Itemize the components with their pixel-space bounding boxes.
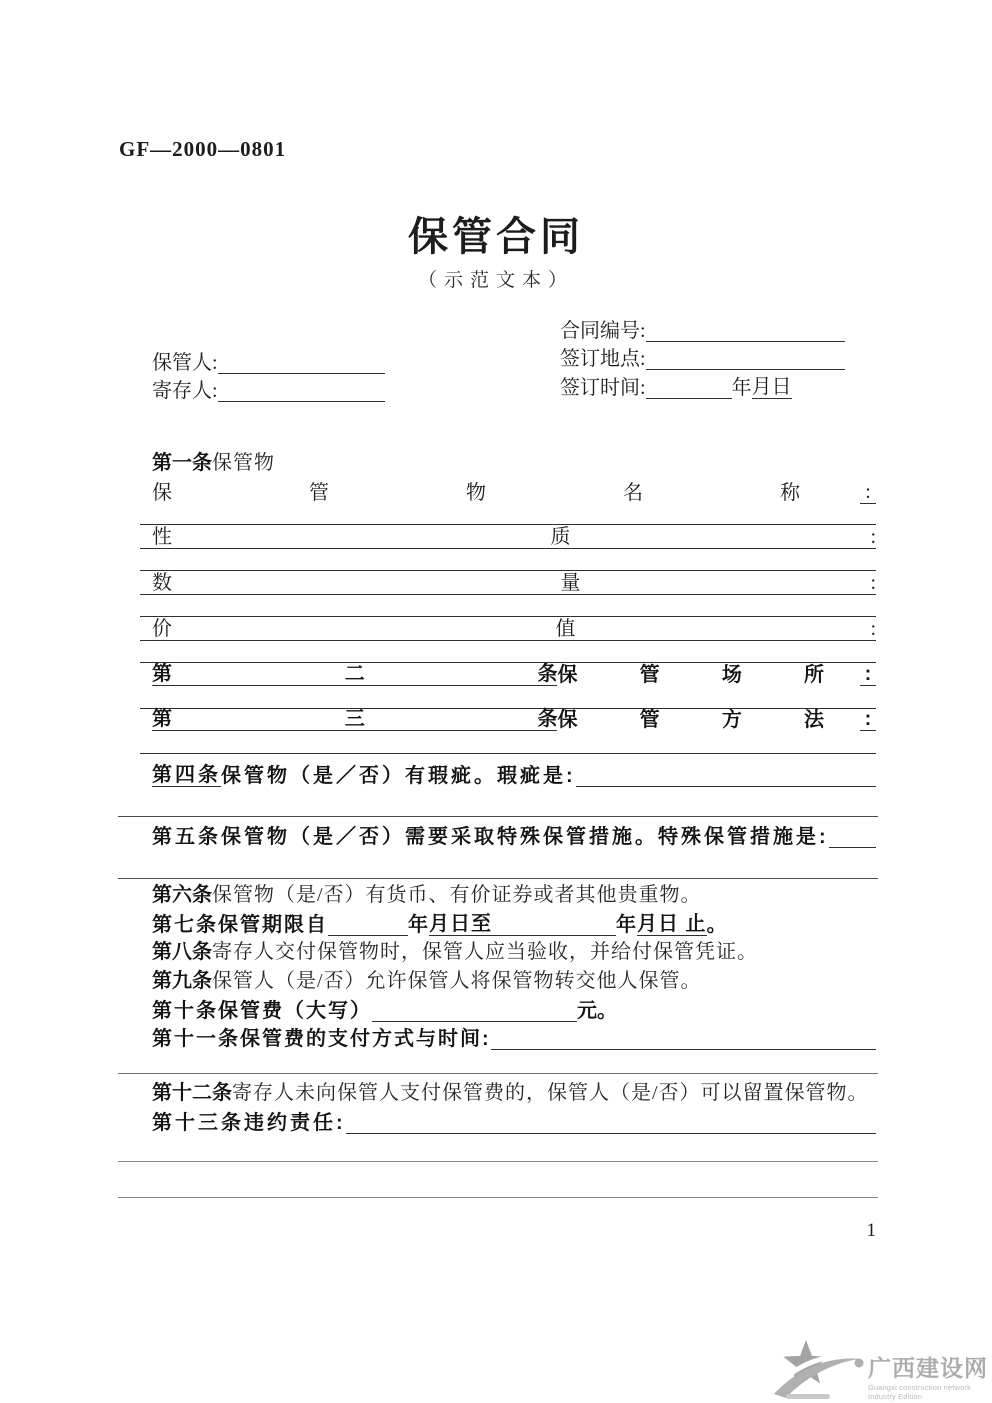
- article7-period: 。: [706, 914, 727, 936]
- article5-row: [140, 822, 876, 848]
- blank-write-line: [118, 1073, 878, 1074]
- field-item-name-label: 保 管 物 名 称: [152, 482, 800, 504]
- article10-blank: [372, 1003, 577, 1022]
- article7-lead: 第七条保管期限自: [152, 914, 328, 936]
- article7-year1: 年: [408, 914, 429, 936]
- sign-time-year: 年: [731, 377, 752, 399]
- article9-text: 保管人（是/否）允许保管人将保管物转交他人保管。: [212, 970, 702, 992]
- page-title: 保管合同: [408, 214, 584, 259]
- article2-no: 第 二 条: [152, 663, 558, 685]
- article12-row: [140, 1082, 876, 1104]
- blank-write-line: [140, 524, 876, 525]
- article5-text: 第五条保管物（是／否）需要采取特殊保管措施。特殊保管措施是:: [152, 826, 829, 848]
- article13-blank: [346, 1113, 876, 1134]
- article11-text: 第十一条保管费的支付方式与时间:: [152, 1028, 491, 1050]
- article2-colon: :: [860, 663, 876, 686]
- article2-title: 保 管 场 所: [557, 664, 824, 686]
- depositor-blank: [218, 381, 385, 402]
- article7-year2: 年: [616, 914, 637, 936]
- contract-no-row: [560, 320, 845, 342]
- article11-blank: [491, 1029, 876, 1050]
- article10-lead: 第十条保管费（大写）: [152, 1000, 372, 1022]
- field-nature-colon: :: [870, 526, 876, 548]
- article11-row: [140, 1026, 876, 1050]
- keeper-blank: [218, 353, 385, 374]
- sign-place-label: 签订地点:: [560, 348, 646, 370]
- watermark-site-name: 广西建设网: [868, 1355, 988, 1381]
- blank-write-line: [118, 816, 878, 817]
- sign-place-blank: [646, 349, 845, 370]
- article13-row: [140, 1110, 876, 1134]
- contract-no-label: 合同编号:: [560, 320, 646, 342]
- article3-row: [140, 710, 876, 731]
- article3-no: 第 三 条: [152, 708, 558, 730]
- article12-text: 寄存人未向保管人支付保管费的，保管人（是/否）可以留置保管物。: [232, 1082, 869, 1104]
- field-nature-row: [140, 527, 876, 549]
- blank-write-line: [118, 878, 878, 879]
- sign-time-md: 月日: [751, 376, 792, 398]
- field-item-name-row: [140, 483, 876, 504]
- page-subtitle: （示范文本）: [417, 270, 574, 291]
- depositor-row: [152, 380, 385, 402]
- sign-time-row: [560, 376, 820, 399]
- article2-row: [140, 665, 876, 686]
- article3-colon: :: [860, 708, 876, 731]
- field-nature-label: 性 质: [152, 526, 571, 548]
- sign-time-blank: [646, 380, 732, 399]
- contract-no-blank: [646, 321, 845, 342]
- article4-no: 第四条: [152, 764, 221, 786]
- article9-row: [140, 970, 876, 992]
- sign-place-row: [560, 348, 845, 370]
- field-quantity-row: [140, 573, 876, 595]
- article8-row: [140, 941, 876, 963]
- article3-title: 保 管 方 法: [557, 709, 824, 731]
- article4-row: [140, 761, 876, 787]
- article9-no: 第九条: [152, 970, 212, 992]
- blank-write-line: [140, 616, 876, 617]
- blank-write-line: [118, 1161, 878, 1162]
- watermark-tagline: Guangxi construction network Industry Edition: [868, 1383, 971, 1401]
- blank-write-line: [140, 570, 876, 571]
- field-value-row: [140, 619, 876, 641]
- article12-no: 第十二条: [152, 1082, 232, 1104]
- field-quantity-label: 数 量: [152, 572, 581, 594]
- article10-tail: 元。: [577, 1000, 617, 1022]
- blank-write-line: [140, 753, 876, 754]
- article8-no: 第八条: [152, 941, 212, 963]
- blank-write-line: [118, 1197, 878, 1198]
- article1-heading: [140, 452, 876, 474]
- article7-md1: 月日至: [429, 913, 492, 935]
- keeper-row: [152, 352, 385, 374]
- depositor-label: 寄存人:: [152, 380, 218, 402]
- article10-row: [140, 998, 876, 1022]
- article7-blank-from: [328, 917, 408, 936]
- page-number: 1: [866, 1220, 876, 1241]
- field-value-colon: :: [870, 618, 876, 640]
- article6-no: 第六条: [152, 884, 212, 906]
- article8-text: 寄存人交付保管物时，保管人应当验收，并给付保管凭证。: [212, 941, 758, 963]
- article7-row: [140, 912, 876, 936]
- article6-row: [140, 884, 876, 906]
- article13-text: 第十三条违约责任:: [152, 1112, 346, 1134]
- sign-time-label: 签订时间:: [560, 377, 646, 399]
- field-value-label: 价 值: [152, 618, 576, 640]
- article1-heading-rest: 保管物: [212, 452, 275, 474]
- keeper-label: 保管人:: [152, 352, 218, 374]
- article4-text: 保管物（是／否）有瑕疵。瑕疵是:: [221, 765, 576, 787]
- article7-blank-to: [492, 917, 616, 936]
- article7-md2: 月日 止: [637, 913, 707, 935]
- article4-blank: [576, 766, 876, 787]
- doc-code: GF—2000—0801: [119, 137, 287, 161]
- article1-no: 第一条: [152, 452, 212, 474]
- star-logo-icon: [770, 1338, 868, 1402]
- article5-blank: [829, 827, 876, 848]
- article6-text: 保管物（是/否）有货币、有价证券或者其他贵重物。: [212, 884, 702, 906]
- field-item-name-colon: :: [860, 481, 876, 504]
- field-quantity-colon: :: [870, 572, 876, 594]
